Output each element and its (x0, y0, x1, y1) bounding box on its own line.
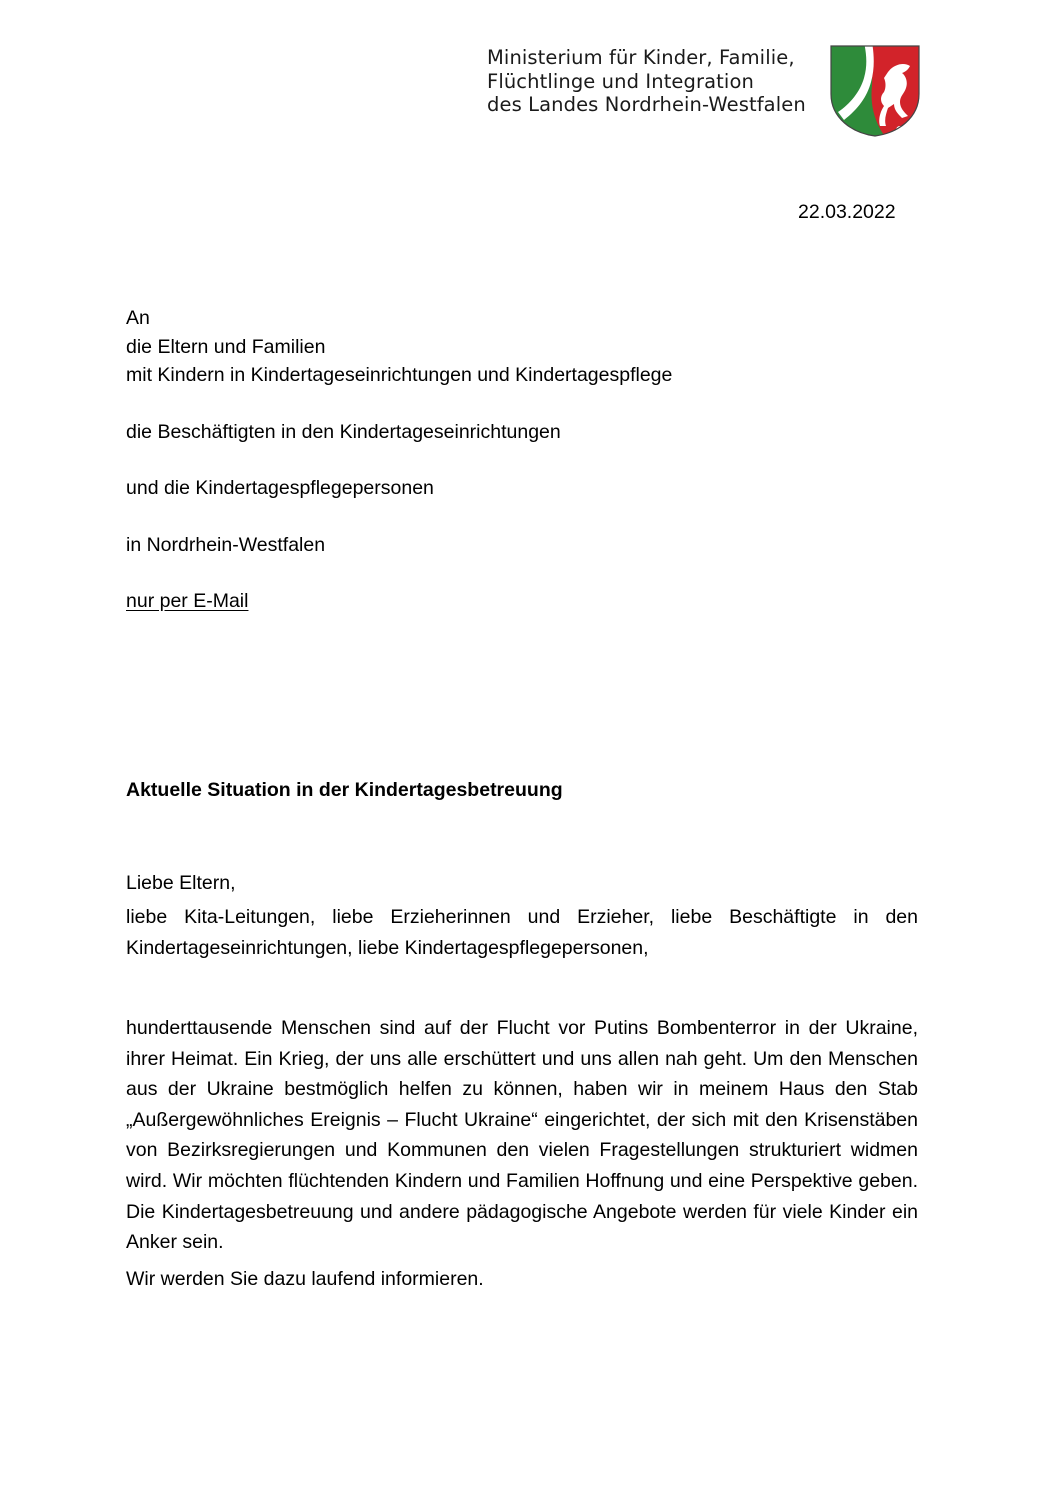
address-line-2: die Eltern und Familien (126, 335, 326, 358)
nrw-coat-of-arms-icon (828, 42, 922, 138)
delivery-note: nur per E-Mail (126, 590, 249, 612)
salutation-parents: Liebe Eltern, (126, 872, 236, 894)
letterhead-line-2: Flüchtlinge und Integration (487, 69, 754, 93)
letter-subject: Aktuelle Situation in der Kindertagesbetreuung (126, 779, 563, 801)
address-line-3: mit Kindern in Kindertageseinrichtungen und Kindertagespflege (126, 364, 673, 386)
letterhead-line-3: des Landes Nordrhein-Westfalen (487, 93, 806, 116)
address-line-5: und die Kindertagespflegepersonen (126, 477, 434, 499)
letter-body (126, 869, 918, 1293)
address-line-6: in Nordrhein-Westfalen (126, 533, 326, 556)
salutation-staff: liebe Kita-Leitungen, liebe Erzieherinnen und Erzieher, liebe Beschäftigte in den Kindertageseinrichtungen, liebe Kindertagespflegepersonen, (126, 906, 918, 959)
closing-sentence: Wir werden Sie dazu laufend informieren. (126, 1267, 484, 1290)
letterhead-line-1: Ministerium für Kinder, Familie, (487, 46, 795, 69)
body-paragraph-1: hunderttausende Menschen sind auf der Flucht vor Putins Bombenterror in der Ukraine, ihrer Heimat. Ein Krieg, der uns alle erschüttert und uns allen nah geht. Um den Menschen aus der Ukraine bestmöglich helfen zu können, haben wir in meinem Haus den Stab „Außergewöhnliches Ereignis – Flucht Ukraine“ eingerichtet, der sich mit den Krisenstäben von Bezirksregierungen und Kommunen den vielen Fragestellungen strukturiert widmen wird. Wir möchten flüchtenden Kindern und Familien Hoffnung und eine Perspektive geben. Die Kindertagesbetreuung und andere pädagogische Angebote werden für viele Kinder ein Anker sein. (126, 1017, 918, 1254)
ministry-letterhead (487, 46, 806, 117)
recipient-address-block (126, 304, 672, 616)
address-line-4: die Beschäftigten in den Kindertageseinrichtungen (126, 420, 561, 443)
letter-date: 22.03.2022 (798, 201, 896, 223)
address-line-1: An (126, 307, 150, 329)
